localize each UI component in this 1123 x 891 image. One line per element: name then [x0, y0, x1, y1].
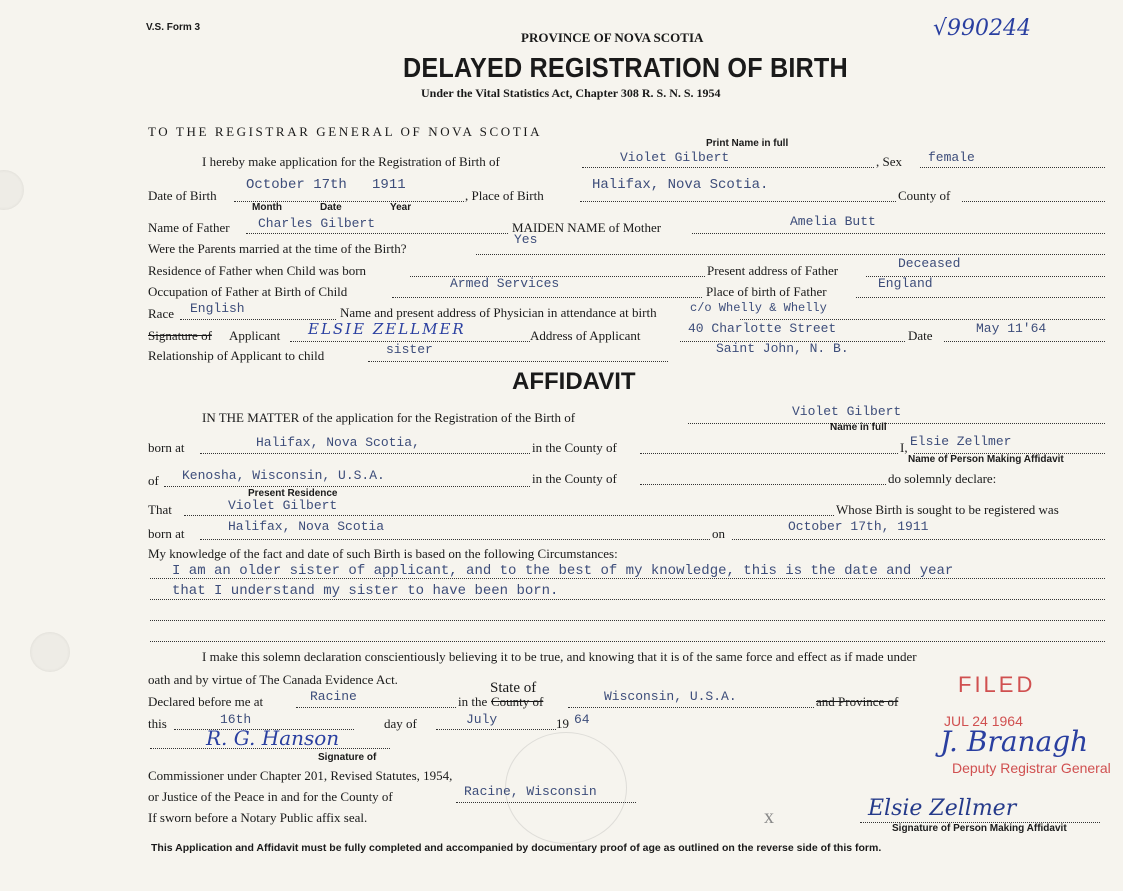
occupation-value: Armed Services	[450, 276, 560, 291]
commissioner-county-value: Racine, Wisconsin	[464, 784, 597, 799]
circumstance-line-2	[150, 599, 1105, 600]
addressee-line: TO THE REGISTRAR GENERAL OF NOVA SCOTIA	[148, 124, 543, 139]
address-label: Address of Applicant	[530, 328, 641, 343]
relationship-label: Relationship of Applicant to child	[148, 348, 325, 363]
punch-hole-top	[0, 170, 24, 210]
declared-line	[296, 707, 456, 708]
of-label: of	[148, 473, 159, 488]
commissioner-county-line	[456, 802, 636, 803]
solemn-declaration-2: oath and by virtue of The Canada Evidence Act.	[148, 672, 398, 687]
residence-value: Kenosha, Wisconsin, U.S.A.	[182, 468, 385, 483]
race-value: English	[190, 301, 245, 316]
physician-label: Name and present address of Physician in attendance at birth	[340, 305, 657, 320]
whose-birth-text: Whose Birth is sought to be registered was	[836, 502, 1059, 517]
father-pob-line	[856, 297, 1105, 298]
commissioner-line-2: or Justice of the Peace in and for the County of	[148, 789, 393, 804]
occupation-line	[392, 297, 702, 298]
address-value-2: Saint John, N. B.	[716, 341, 849, 356]
punch-hole-middle	[30, 632, 70, 672]
applicant-signature: ELSIE ZELLMER	[308, 320, 466, 338]
declared-at-value: Racine	[310, 689, 357, 704]
father-label: Name of Father	[148, 220, 230, 235]
dob-date-hint: Date	[320, 202, 342, 213]
month-line	[436, 729, 556, 730]
x-mark: x	[764, 806, 774, 828]
married-label: Were the Parents married at the time of the Birth?	[148, 241, 407, 256]
affiant-signature-label: Signature of Person Making Affidavit	[892, 823, 1067, 834]
day-value: 16th	[220, 712, 252, 727]
dob-year-hint: Year	[390, 202, 412, 213]
page-title: DELAYED REGISTRATION OF BIRTH	[403, 52, 848, 83]
pob-value: Halifax, Nova Scotia.	[592, 177, 769, 193]
affiant-value: Elsie Zellmer	[910, 434, 1012, 449]
filed-date-stamp: JUL 24 1964	[944, 713, 1023, 729]
commissioner-signature: R. G. Hanson	[206, 726, 340, 750]
matter-name-line	[688, 423, 1105, 424]
residence-father-label: Residence of Father when Child was born	[148, 263, 367, 278]
married-value: Yes	[514, 232, 538, 247]
print-name-hint: Print Name in full	[706, 138, 789, 149]
dob-value: October 17th 1911	[246, 177, 406, 193]
signature-of-label: Signature of	[318, 752, 377, 763]
year-prefix: 19	[556, 716, 569, 731]
on-label: on	[712, 526, 725, 541]
commissioner-line-1: Commissioner under Chapter 201, Revised Statutes, 1954,	[148, 768, 453, 783]
born-on-line	[732, 539, 1105, 540]
in-county-line-2	[640, 484, 886, 485]
affiant-hint: Name of Person Making Affidavit	[908, 454, 1064, 465]
province-heading: PROVINCE OF NOVA SCOTIA	[521, 30, 704, 45]
matter-child-name: Violet Gilbert	[792, 404, 902, 419]
race-label: Race	[148, 306, 174, 321]
born-on-value: October 17th, 1911	[788, 519, 929, 534]
married-line	[476, 254, 1105, 255]
county-line	[962, 201, 1105, 202]
that-label: That	[148, 502, 172, 517]
that-line	[184, 515, 834, 516]
in-county-label: in the County of	[532, 440, 617, 455]
physician-line	[740, 319, 1105, 320]
knowledge-intro: My knowledge of the fact and date of such Birth is based on the following Circumstances:	[148, 546, 618, 561]
dob-month-hint: Month	[252, 202, 282, 213]
child-name-value: Violet Gilbert	[620, 150, 730, 165]
application-intro: I hereby make application for the Registration of Birth of	[202, 154, 500, 169]
day-of-label: day of	[384, 716, 417, 731]
father-pob-value: England	[878, 276, 933, 291]
physician-value: c/o Whelly & Whelly	[690, 301, 827, 315]
county-label: County of	[898, 188, 951, 203]
mother-label: MAIDEN NAME of Mother	[512, 220, 662, 235]
date-label: Date	[908, 328, 933, 343]
county-of-struck: County of	[491, 694, 544, 709]
born-at-line	[200, 453, 530, 454]
name-full-hint: Name in full	[830, 422, 887, 433]
that-value: Violet Gilbert	[228, 498, 338, 513]
residence-line	[164, 486, 530, 487]
state-value: Wisconsin, U.S.A.	[604, 689, 737, 704]
pob-label: , Place of Birth	[465, 188, 544, 203]
in-the-label: in the	[458, 694, 488, 709]
affiant-signature: Elsie Zellmer	[868, 796, 1017, 821]
and-province-struck: and Province of	[816, 694, 899, 709]
deputy-registrar-label: Deputy Registrar General	[952, 760, 1111, 776]
signature-struck: Signature of	[148, 328, 212, 343]
circumstance-2: that I understand my sister to have been born.	[172, 583, 559, 599]
page-subtitle: Under the Vital Statistics Act, Chapter 308 R. S. N. S. 1954	[421, 86, 721, 100]
address-value-1: 40 Charlotte Street	[688, 321, 837, 336]
born-at-value: Halifax, Nova Scotia,	[256, 435, 420, 450]
circumstance-1: I am an older sister of applicant, and to the best of my knowledge, this is the date and year	[172, 563, 954, 579]
i-label: I,	[900, 440, 908, 455]
sex-line	[920, 167, 1105, 168]
matter-text: IN THE MATTER of the application for the Registration of the Birth of	[202, 410, 576, 425]
state-of-label: State of	[490, 680, 537, 696]
pob-line	[580, 201, 896, 202]
footer-note: This Application and Affidavit must be fully completed and accompanied by documentary proof of age as outlined on the reverse side of this form.	[151, 842, 882, 854]
declared-label: Declared before me at	[148, 694, 264, 709]
date-line	[944, 341, 1105, 342]
circumstance-line-3	[150, 620, 1105, 621]
father-value: Charles Gilbert	[258, 216, 376, 231]
mother-value: Amelia Butt	[790, 214, 876, 229]
year-suffix: 64	[574, 712, 590, 727]
present-address-label: Present address of Father	[707, 263, 839, 278]
dob-label: Date of Birth	[148, 188, 217, 203]
state-line	[568, 707, 814, 708]
in-county-line	[640, 453, 898, 454]
relationship-line	[368, 361, 668, 362]
relationship-value: sister	[386, 342, 433, 357]
mother-line	[692, 233, 1105, 234]
filed-stamp: FILED	[958, 672, 1036, 697]
stamp-number: √990244	[933, 16, 1032, 41]
date-value: May 11'64	[976, 321, 1047, 336]
form-id: V.S. Form 3	[146, 22, 201, 33]
sex-label: , Sex	[876, 154, 902, 169]
present-address-value: Deceased	[898, 256, 961, 271]
occupation-label: Occupation of Father at Birth of Child	[148, 284, 348, 299]
circumstance-line-4	[150, 641, 1105, 642]
this-label: this	[148, 716, 167, 731]
child-name-line	[582, 167, 874, 168]
applicant-label: Applicant	[229, 328, 281, 343]
solemn-declaration-1: I make this solemn declaration conscientiously believing it to be true, and knowing that it is of the same force and effect as if made under	[202, 649, 917, 664]
sex-value: female	[928, 150, 975, 165]
declare-text: do solemnly declare:	[888, 471, 997, 486]
born-at-label: born at	[148, 440, 185, 455]
notary-note: If sworn before a Notary Public affix seal.	[148, 810, 368, 825]
residence-hint: Present Residence	[248, 488, 338, 499]
father-pob-label: Place of birth of Father	[706, 284, 827, 299]
in-county-label-2: in the County of	[532, 471, 617, 486]
month-value: July	[466, 712, 498, 727]
registrar-signature: J. Branagh	[940, 725, 1089, 758]
born-at-label-2: born at	[148, 526, 185, 541]
born-at-line-2	[200, 539, 710, 540]
affidavit-title: AFFIDAVIT	[512, 368, 636, 395]
father-line	[246, 233, 508, 234]
born-at-value-2: Halifax, Nova Scotia	[228, 519, 385, 534]
